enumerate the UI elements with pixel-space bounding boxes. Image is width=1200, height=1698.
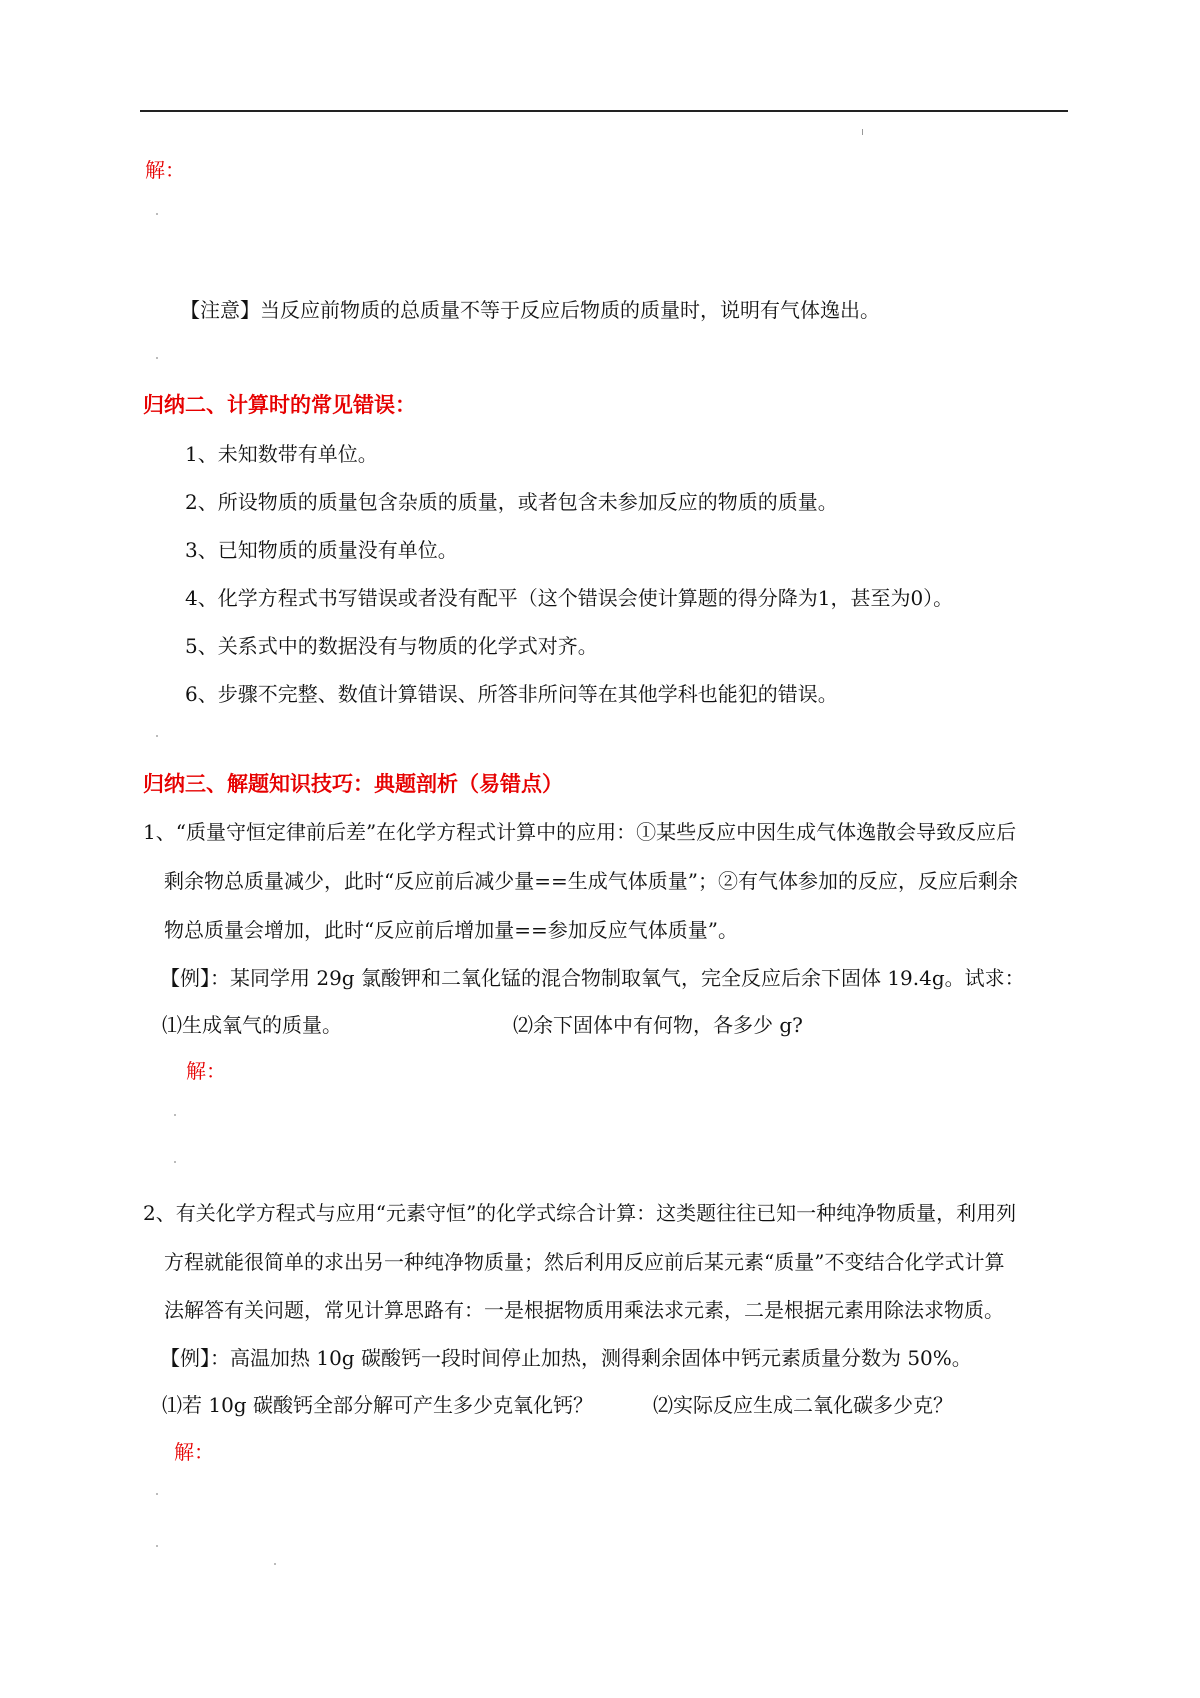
section-heading-common-errors: 归纳二、计算时的常见错误： — [143, 392, 416, 417]
paragraph-line: 物总质量会增加，此时“反应前后增加量==参加反应气体质量”。 — [164, 918, 738, 942]
paragraph-line: 1、“质量守恒定律前后差”在化学方程式计算中的应用：①某些反应中因生成气体逸散会导致反应后 — [143, 820, 1017, 844]
paragraph-mark — [174, 1114, 176, 1116]
paragraph-mark — [156, 1545, 158, 1547]
solve-label: 解： — [174, 1440, 214, 1464]
error-item: 6、步骤不完整、数值计算错误、所答非所问等在其他学科也能犯的错误。 — [185, 682, 838, 706]
header-tick-mark — [862, 129, 863, 135]
paragraph-line: 法解答有关问题，常见计算思路有：一是根据物质用乘法求元素，二是根据元素用除法求物质。 — [164, 1298, 1004, 1322]
paragraph-mark — [156, 357, 158, 359]
question-2: ⑵实际反应生成二氧化碳多少克？ — [653, 1393, 953, 1417]
paragraph-line: 2、有关化学方程式与应用“元素守恒”的化学式综合计算：这类题往往已知一种纯净物质量，利用列 — [143, 1201, 1017, 1225]
paragraph-mark — [156, 213, 158, 215]
question-1: ⑴生成氧气的质量。 — [162, 1013, 342, 1037]
section-heading-techniques: 归纳三、解题知识技巧：典题剖析（易错点） — [143, 771, 563, 796]
error-item: 3、已知物质的质量没有单位。 — [185, 538, 458, 562]
error-item: 2、所设物质的质量包含杂质的质量，或者包含未参加反应的物质的质量。 — [185, 490, 838, 514]
example-statement: 【例】：某同学用 29g 氯酸钾和二氧化锰的混合物制取氧气，完全反应后余下固体 19.4g。试求： — [160, 966, 1025, 990]
paragraph-mark — [156, 1493, 158, 1495]
error-item: 4、化学方程式书写错误或者没有配平（这个错误会使计算题的得分降为1，甚至为0）。 — [185, 586, 954, 610]
error-item: 5、关系式中的数据没有与物质的化学式对齐。 — [185, 634, 598, 658]
example-statement: 【例】：高温加热 10g 碳酸钙一段时间停止加热，测得剩余固体中钙元素质量分数为 50%。 — [160, 1346, 972, 1370]
paragraph-mark — [156, 735, 158, 737]
error-item: 1、未知数带有单位。 — [185, 442, 378, 466]
paragraph-line: 方程就能很简单的求出另一种纯净物质量；然后利用反应前后某元素“质量”不变结合化学式计算 — [164, 1250, 1005, 1274]
solve-label: 解： — [186, 1059, 226, 1083]
question-2: ⑵余下固体中有何物，各多少 g? — [513, 1013, 803, 1037]
paragraph-line: 剩余物总质量减少，此时“反应前后减少量==生成气体质量”；②有气体参加的反应，反应后剩余 — [164, 869, 1018, 893]
question-1: ⑴若 10g 碳酸钙全部分解可产生多少克氧化钙？ — [162, 1393, 593, 1417]
paragraph-mark — [274, 1563, 276, 1565]
solve-label: 解： — [145, 158, 185, 182]
header-rule — [140, 110, 1068, 112]
note-paragraph: 【注意】当反应前物质的总质量不等于反应后物质的质量时，说明有气体逸出。 — [180, 298, 880, 322]
paragraph-mark — [174, 1161, 176, 1163]
